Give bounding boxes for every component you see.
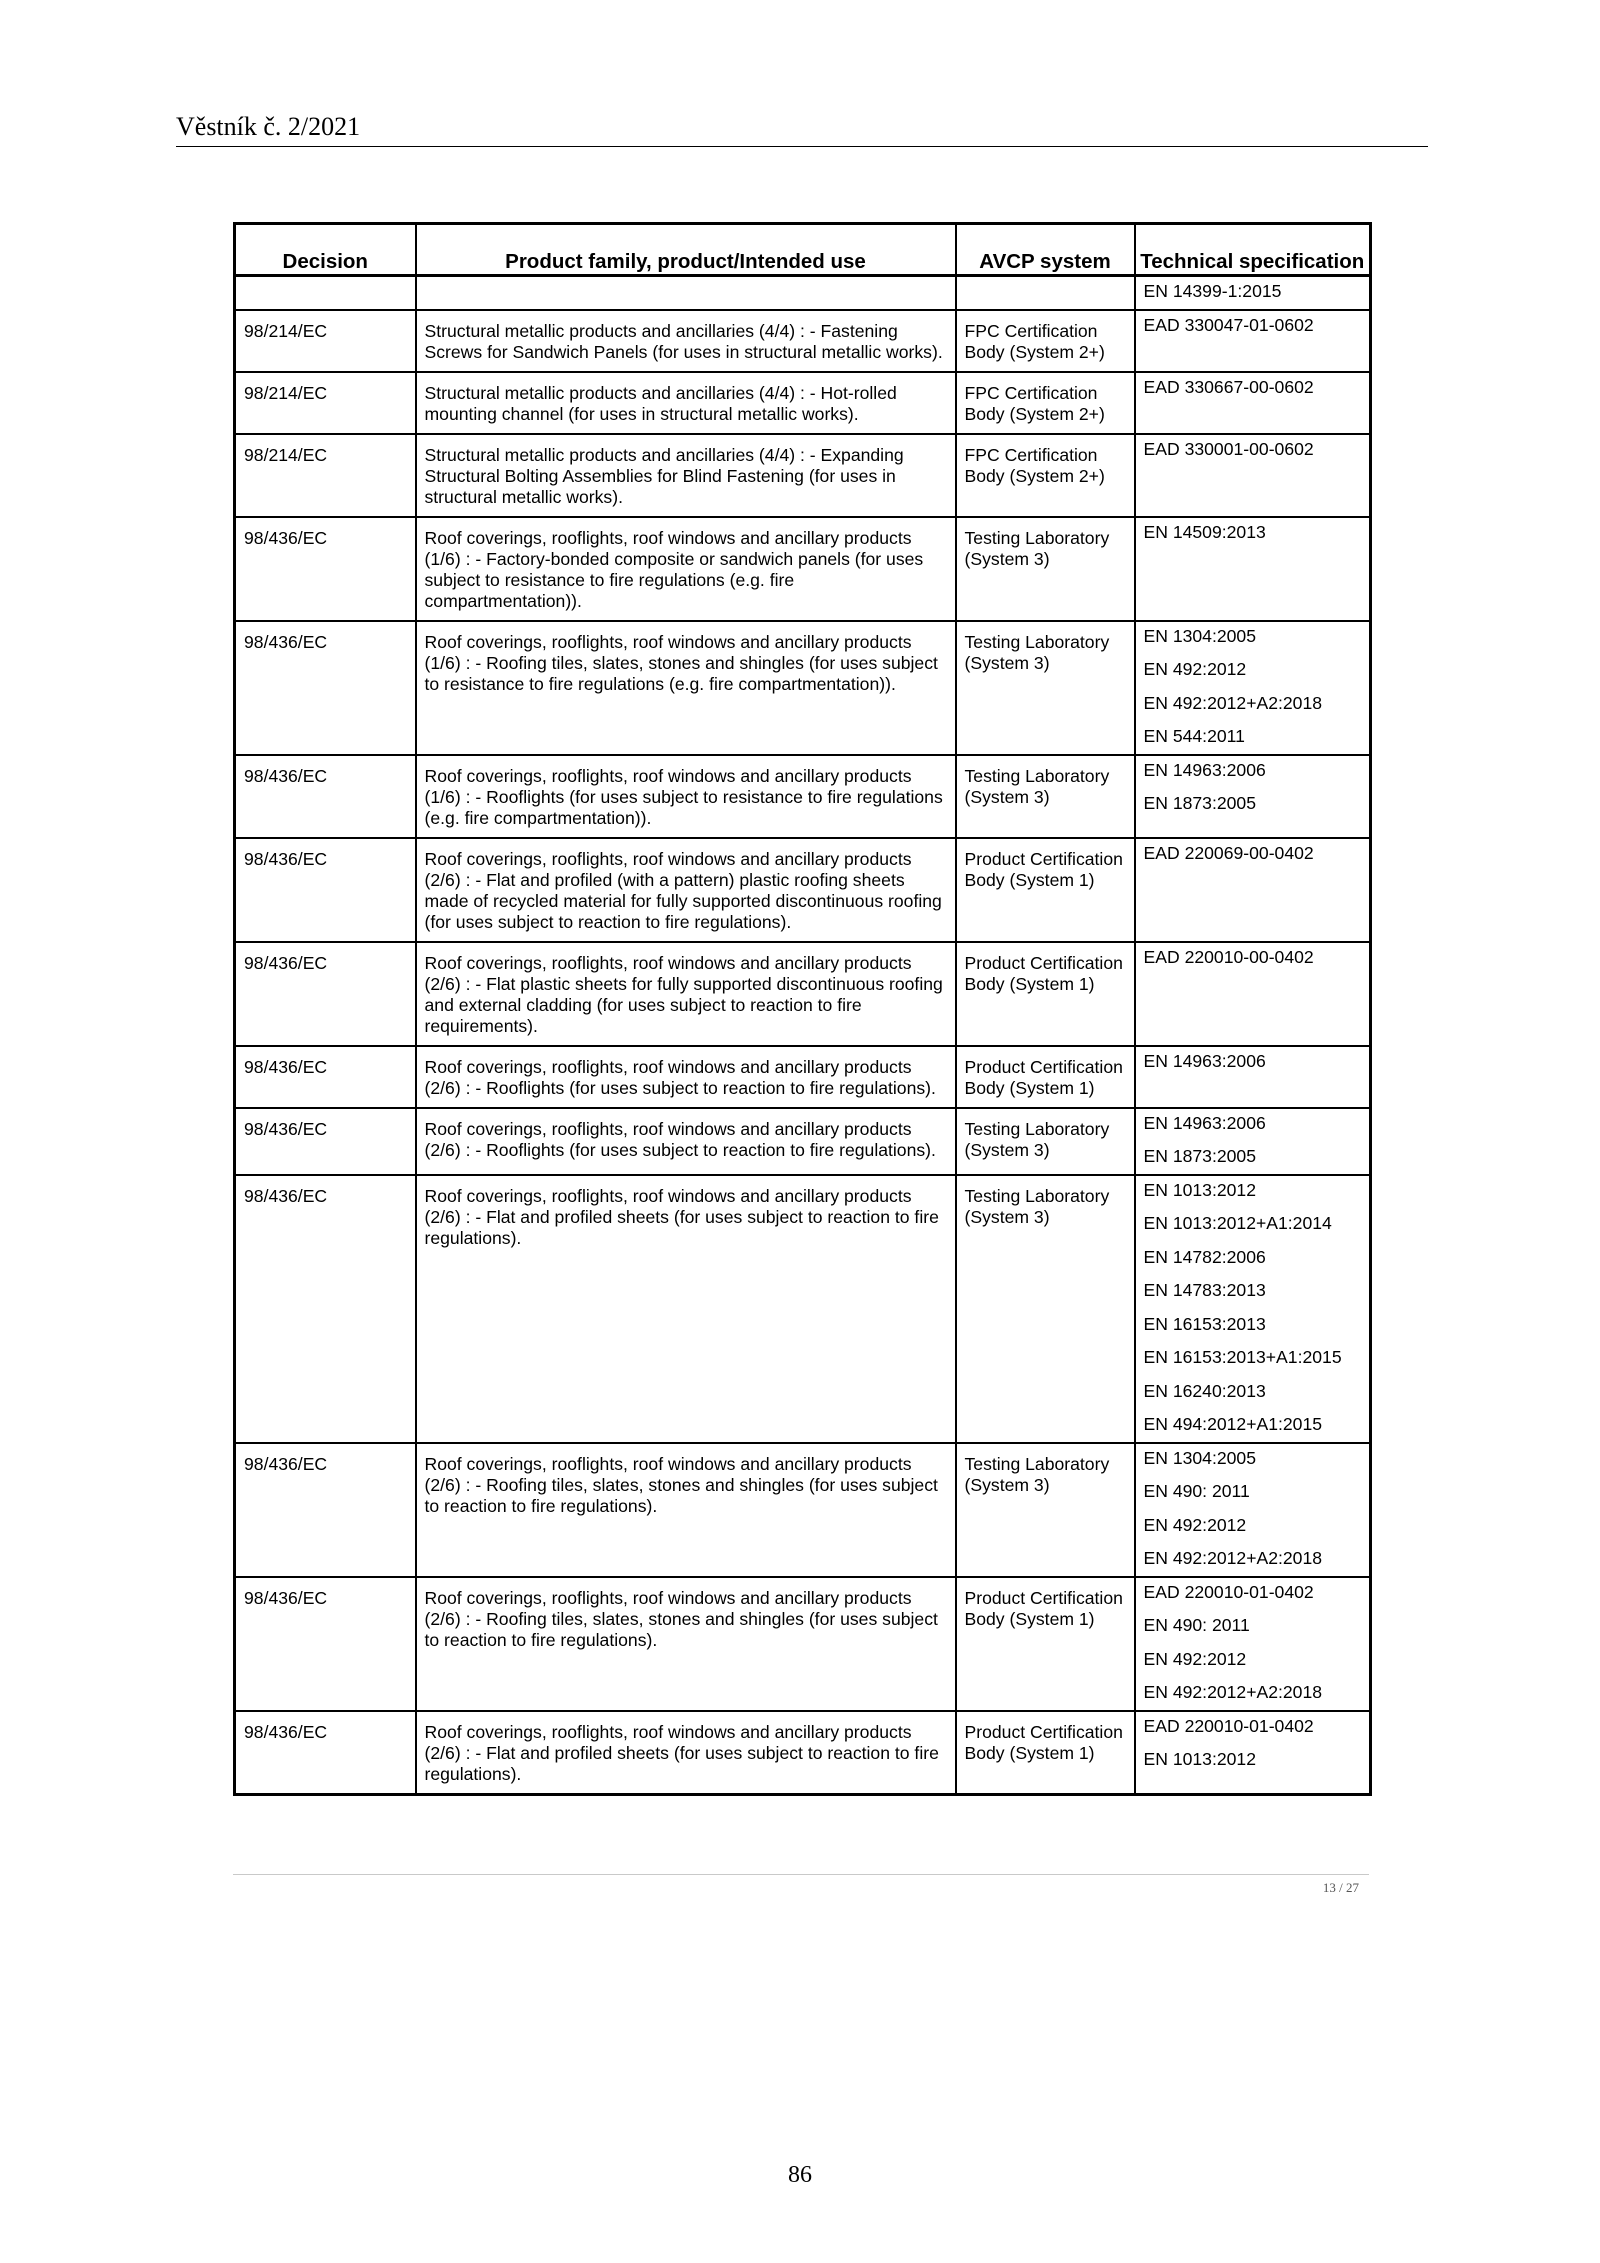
avcp-cell: Testing Laboratory (System 3)	[956, 621, 1135, 755]
specification-item: EN 492:2012	[1143, 1514, 1247, 1535]
product-cell: Roof coverings, rooflights, roof windows and ancillary products (2/6) : - Roofing tiles, slates, stones and shingles (for uses subject to reaction to fire regulations).	[416, 1577, 956, 1711]
specification-item: EN 14963:2006	[1143, 1050, 1266, 1071]
avcp-cell: FPC Certification Body (System 2+)	[956, 310, 1135, 372]
specification-item: EN 16240:2013	[1143, 1380, 1266, 1401]
decisions-table-container	[233, 222, 1369, 1796]
avcp-cell: FPC Certification Body (System 2+)	[956, 372, 1135, 434]
specification-cell	[1135, 517, 1371, 621]
decision-cell: 98/436/EC	[235, 1577, 416, 1711]
decision-cell	[235, 276, 416, 310]
specification-cell	[1135, 838, 1371, 942]
decision-cell: 98/214/EC	[235, 372, 416, 434]
table-row	[235, 1443, 1371, 1577]
avcp-cell	[956, 276, 1135, 310]
specification-item: EN 1873:2005	[1143, 793, 1256, 813]
product-cell: Roof coverings, rooflights, roof windows and ancillary products (1/6) : - Rooflights (for uses subject to resistance to fire regulations (e.g. fire compartmentation)).	[416, 755, 956, 838]
specification-item: EN 492:2012+A2:2018	[1143, 1682, 1323, 1702]
table-row	[235, 1108, 1371, 1175]
specification-item: EN 1304:2005	[1143, 1447, 1256, 1468]
specification-item: EN 492:2012	[1143, 659, 1247, 679]
specification-item: EN 14399-1:2015	[1143, 281, 1282, 301]
specification-cell	[1135, 621, 1371, 755]
avcp-cell: Testing Laboratory (System 3)	[956, 1175, 1135, 1443]
specification-item: EN 1013:2012+A1:2014	[1143, 1213, 1332, 1233]
specification-item: EN 1304:2005	[1143, 625, 1256, 646]
table-row	[235, 1711, 1371, 1795]
column-header-specification: Technical specification	[1135, 224, 1371, 276]
table-row	[235, 276, 1371, 310]
specification-cell	[1135, 276, 1371, 310]
specification-item: EAD 220010-01-0402	[1143, 1581, 1314, 1602]
specification-item: EAD 220010-01-0402	[1143, 1715, 1314, 1736]
table-row	[235, 1577, 1371, 1711]
avcp-cell: Testing Laboratory (System 3)	[956, 1443, 1135, 1577]
product-cell: Structural metallic products and ancillaries (4/4) : - Expanding Structural Bolting Assemblies for Blind Fastening (for uses in structural metallic works).	[416, 434, 956, 517]
specification-cell	[1135, 1577, 1371, 1711]
decision-cell: 98/436/EC	[235, 942, 416, 1046]
specification-cell	[1135, 372, 1371, 434]
table-row	[235, 838, 1371, 942]
avcp-cell: Testing Laboratory (System 3)	[956, 755, 1135, 838]
specification-item: EN 14963:2006	[1143, 759, 1266, 780]
product-cell: Roof coverings, rooflights, roof windows and ancillary products (2/6) : - Flat and profiled sheets (for uses subject to reaction to fire regulations).	[416, 1175, 956, 1443]
specification-item: EN 16153:2013+A1:2015	[1143, 1347, 1342, 1367]
specification-item: EN 490: 2011	[1143, 1481, 1250, 1501]
product-cell: Roof coverings, rooflights, roof windows and ancillary products (2/6) : - Rooflights (for uses subject to reaction to fire regulations).	[416, 1046, 956, 1108]
product-cell: Structural metallic products and ancillaries (4/4) : - Fastening Screws for Sandwich Panels (for uses in structural metallic works).	[416, 310, 956, 372]
column-header-product: Product family, product/Intended use	[416, 224, 956, 276]
specification-item: EN 14783:2013	[1143, 1280, 1266, 1300]
page-indicator: 13 / 27	[1322, 1880, 1359, 1895]
specification-item: EAD 330047-01-0602	[1143, 314, 1314, 335]
specification-cell	[1135, 434, 1371, 517]
table-row	[235, 372, 1371, 434]
decision-cell: 98/436/EC	[235, 621, 416, 755]
specification-item: EN 14509:2013	[1143, 521, 1266, 542]
decision-cell: 98/214/EC	[235, 310, 416, 372]
specification-item: EAD 220010-00-0402	[1143, 946, 1314, 967]
decision-cell: 98/436/EC	[235, 755, 416, 838]
product-cell: Roof coverings, rooflights, roof windows and ancillary products (2/6) : - Rooflights (for uses subject to reaction to fire regulations).	[416, 1108, 956, 1175]
decision-cell: 98/436/EC	[235, 1046, 416, 1108]
specification-item: EAD 330667-00-0602	[1143, 376, 1314, 397]
page-header-title: Věstník č. 2/2021	[176, 112, 361, 141]
avcp-cell: Product Certification Body (System 1)	[956, 1046, 1135, 1108]
table-body	[235, 276, 1371, 1795]
specification-item: EN 16153:2013	[1143, 1313, 1266, 1334]
footer-rule	[233, 1874, 1369, 1875]
specification-item: EN 490: 2011	[1143, 1615, 1250, 1635]
product-cell: Roof coverings, rooflights, roof windows and ancillary products (2/6) : - Flat plastic sheets for fully supported discontinuous roofing and external cladding (for uses subject to reaction to fire requirements).	[416, 942, 956, 1046]
table-row	[235, 1175, 1371, 1443]
decision-cell: 98/436/EC	[235, 1175, 416, 1443]
specification-cell	[1135, 1175, 1371, 1443]
decision-cell: 98/436/EC	[235, 1443, 416, 1577]
product-cell: Roof coverings, rooflights, roof windows and ancillary products (2/6) : - Flat and profiled (with a pattern) plastic roofing sheets made of recycled material for fully supported discontinuous roofing (for uses subject to reaction to fire regulations).	[416, 838, 956, 942]
product-cell: Structural metallic products and ancillaries (4/4) : - Hot-rolled mounting channel (for uses in structural metallic works).	[416, 372, 956, 434]
specification-item: EN 544:2011	[1143, 726, 1245, 746]
avcp-cell: Testing Laboratory (System 3)	[956, 1108, 1135, 1175]
avcp-cell: FPC Certification Body (System 2+)	[956, 434, 1135, 517]
specification-cell	[1135, 310, 1371, 372]
table-row	[235, 1046, 1371, 1108]
product-cell: Roof coverings, rooflights, roof windows and ancillary products (2/6) : - Flat and profiled sheets (for uses subject to reaction to fire regulations).	[416, 1711, 956, 1795]
specification-cell	[1135, 1443, 1371, 1577]
decision-cell: 98/436/EC	[235, 1711, 416, 1795]
specification-item: EN 1873:2005	[1143, 1146, 1256, 1166]
table-row	[235, 434, 1371, 517]
specification-cell	[1135, 1711, 1371, 1795]
decision-cell: 98/436/EC	[235, 1108, 416, 1175]
specification-item: EN 14963:2006	[1143, 1112, 1266, 1133]
table-header-row	[235, 224, 1371, 276]
header-rule	[176, 146, 1428, 147]
decision-cell: 98/214/EC	[235, 434, 416, 517]
table-row	[235, 621, 1371, 755]
specification-item: EN 492:2012+A2:2018	[1143, 1548, 1323, 1568]
decision-cell: 98/436/EC	[235, 838, 416, 942]
specification-item: EAD 220069-00-0402	[1143, 842, 1314, 863]
specification-item: EAD 330001-00-0602	[1143, 438, 1314, 459]
product-cell: Roof coverings, rooflights, roof windows and ancillary products (1/6) : - Roofing tiles, slates, stones and shingles (for uses subject to resistance to fire regulations (e.g. fire compartmentation)).	[416, 621, 956, 755]
specification-item: EN 492:2012+A2:2018	[1143, 692, 1323, 713]
page-number: 86	[788, 2162, 812, 2188]
avcp-cell: Product Certification Body (System 1)	[956, 942, 1135, 1046]
avcp-cell: Product Certification Body (System 1)	[956, 1577, 1135, 1711]
specification-item: EN 1013:2012	[1143, 1179, 1256, 1200]
column-header-decision: Decision	[235, 224, 416, 276]
table-row	[235, 942, 1371, 1046]
avcp-cell: Testing Laboratory (System 3)	[956, 517, 1135, 621]
table-row	[235, 755, 1371, 838]
specification-cell	[1135, 1108, 1371, 1175]
table-row	[235, 310, 1371, 372]
specification-cell	[1135, 942, 1371, 1046]
avcp-cell: Product Certification Body (System 1)	[956, 1711, 1135, 1795]
decision-cell: 98/436/EC	[235, 517, 416, 621]
avcp-cell: Product Certification Body (System 1)	[956, 838, 1135, 942]
product-cell: Roof coverings, rooflights, roof windows and ancillary products (2/6) : - Roofing tiles, slates, stones and shingles (for uses subject to reaction to fire regulations).	[416, 1443, 956, 1577]
decisions-table	[233, 222, 1372, 1796]
specification-item: EN 14782:2006	[1143, 1246, 1266, 1267]
specification-cell	[1135, 1046, 1371, 1108]
specification-item: EN 494:2012+A1:2015	[1143, 1414, 1323, 1434]
specification-item: EN 492:2012	[1143, 1648, 1247, 1669]
product-cell: Roof coverings, rooflights, roof windows and ancillary products (1/6) : - Factory-bonded composite or sandwich panels (for uses subject to resistance to fire regulations (e.g. fire compartmentation)).	[416, 517, 956, 621]
specification-item: EN 1013:2012	[1143, 1749, 1256, 1769]
table-row	[235, 517, 1371, 621]
product-cell	[416, 276, 956, 310]
specification-cell	[1135, 755, 1371, 838]
column-header-avcp: AVCP system	[956, 224, 1135, 276]
